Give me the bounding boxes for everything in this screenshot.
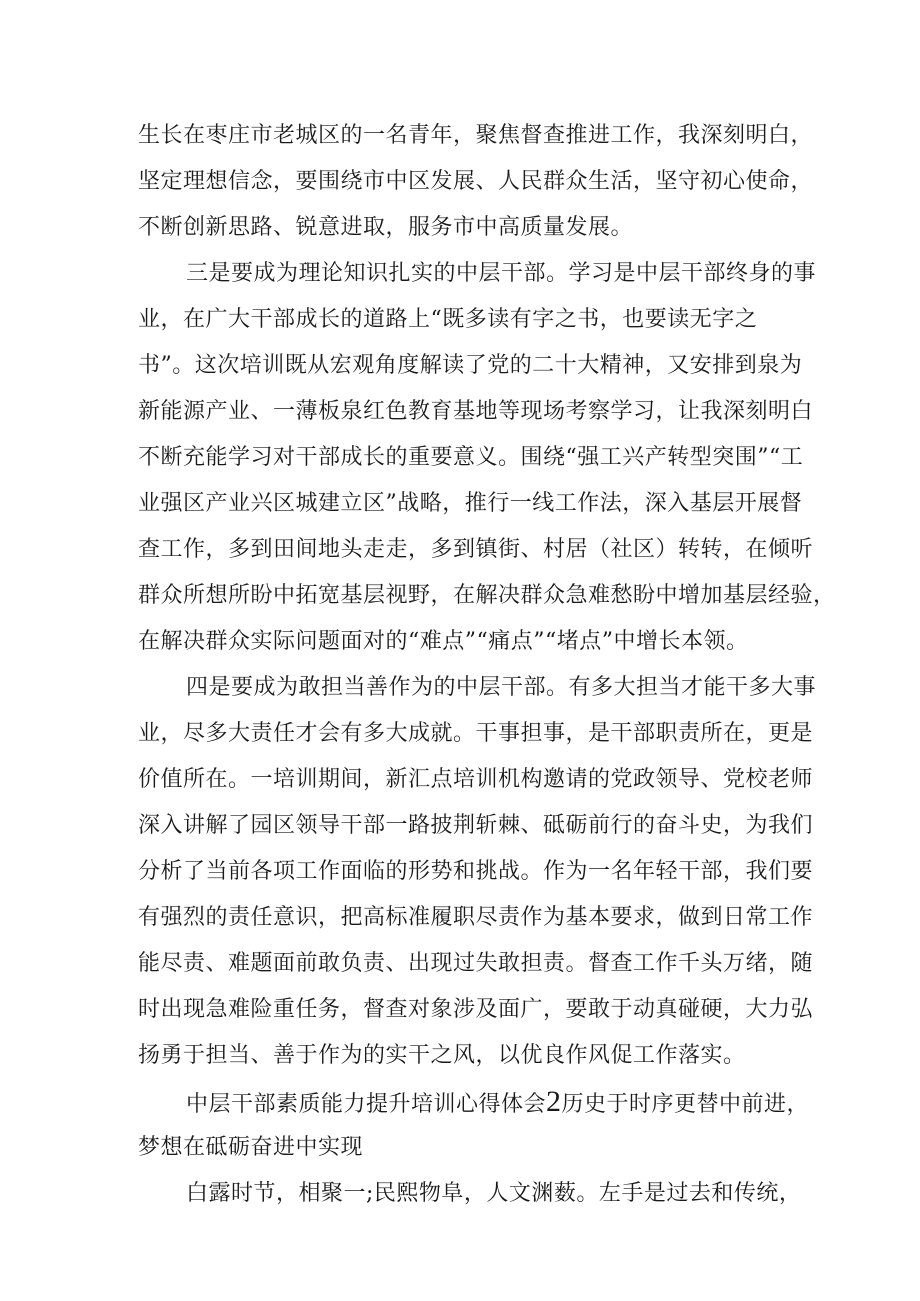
text-line: 新能源产业、一薄板泉红色教育基地等现场考察学习，让我深刻明白 [138, 399, 814, 424]
text-line: 分析了当前各项工作面临的形势和挑战。作为一名年轻干部，我们要 [138, 859, 814, 884]
text-line: 白露时节，相聚一;民熙物阜，人文渊薮。左手是过去和传统， [186, 1181, 802, 1206]
text-line: 在解决群众实际问题面对的“难点”“痛点”“堵点”中增长本领。 [138, 629, 749, 654]
text-line: 坚定理想信念，要围绕市中区发展、人民群众生活，坚守初心使命， [138, 169, 814, 194]
text-line: 深入讲解了园区领导干部一路披荆斩棘、砥砺前行的奋斗史，为我们 [138, 813, 814, 838]
text-line: 价值所在。一培训期间，新汇点培训机构邀请的党政领导、党校老师 [138, 767, 814, 792]
paragraph-5 [138, 1171, 802, 1217]
text-line: 查工作，多到田间地头走走，多到镇街、村居（社区）转转，在倾听 [138, 537, 814, 562]
text-line: 业，在广大干部成长的道路上“既多读有字之书，也要读无字之 [138, 307, 758, 332]
text-line: 时出现急难险重任务，督查对象涉及面广，要敢于动真碰硬，大力弘 [138, 997, 814, 1022]
text-line: 梦想在砥砺奋进中实现 [138, 1135, 364, 1160]
text-line: 三是要成为理论知识扎实的中层干部。学习是中层干部终身的事 [186, 261, 817, 286]
text-line: 群众所想所盼中拓宽基层视野，在解决群众急难愁盼中增加基层经验， [138, 583, 836, 608]
section-number: 2 [546, 1085, 562, 1118]
text-line: 有强烈的责任意识，把高标准履职尽责作为基本要求，做到日常工作 [138, 905, 814, 930]
text-line: 生长在枣庄市老城区的一名青年，聚焦督查推进工作，我深刻明白， [138, 123, 814, 148]
text-line: 四是要成为敢担当善作为的中层干部。有多大担当才能干多大事 [186, 675, 817, 700]
text-line: 不断创新思路、锐意进取，服务市中高质量发展。 [138, 215, 634, 240]
text-line: 书”。这次培训既从宏观角度解读了党的二十大精神，又安排到泉为 [138, 353, 803, 378]
text-line: 业，尽多大责任才会有多大成就。干事担事，是干部职责所在，更是 [138, 721, 814, 746]
section-title-text: 中层干部素质能力提升培训心得体会 [186, 1092, 547, 1117]
section-title-continuation: 历史于时序更替中前进， [561, 1092, 810, 1117]
text-line: 能尽责、难题面前敢负责、出现过失敢担责。督查工作千头万绪，随 [138, 951, 814, 976]
paragraph-2 [138, 251, 836, 665]
paragraph-3 [138, 665, 817, 1079]
paragraph-1 [138, 113, 814, 251]
text-line: 扬勇于担当、善于作为的实干之风，以优良作风促工作落实。 [138, 1043, 746, 1068]
paragraph-4 [138, 1079, 810, 1171]
text-line [138, 1079, 810, 1125]
document-body [138, 113, 836, 1217]
text-line: 业强区产业兴区城建立区”战略，推行一线工作法，深入基层开展督 [138, 491, 803, 516]
text-line: 不断充能学习对干部成长的重要意义。围绕“强工兴产转型突围”“工 [138, 445, 804, 470]
